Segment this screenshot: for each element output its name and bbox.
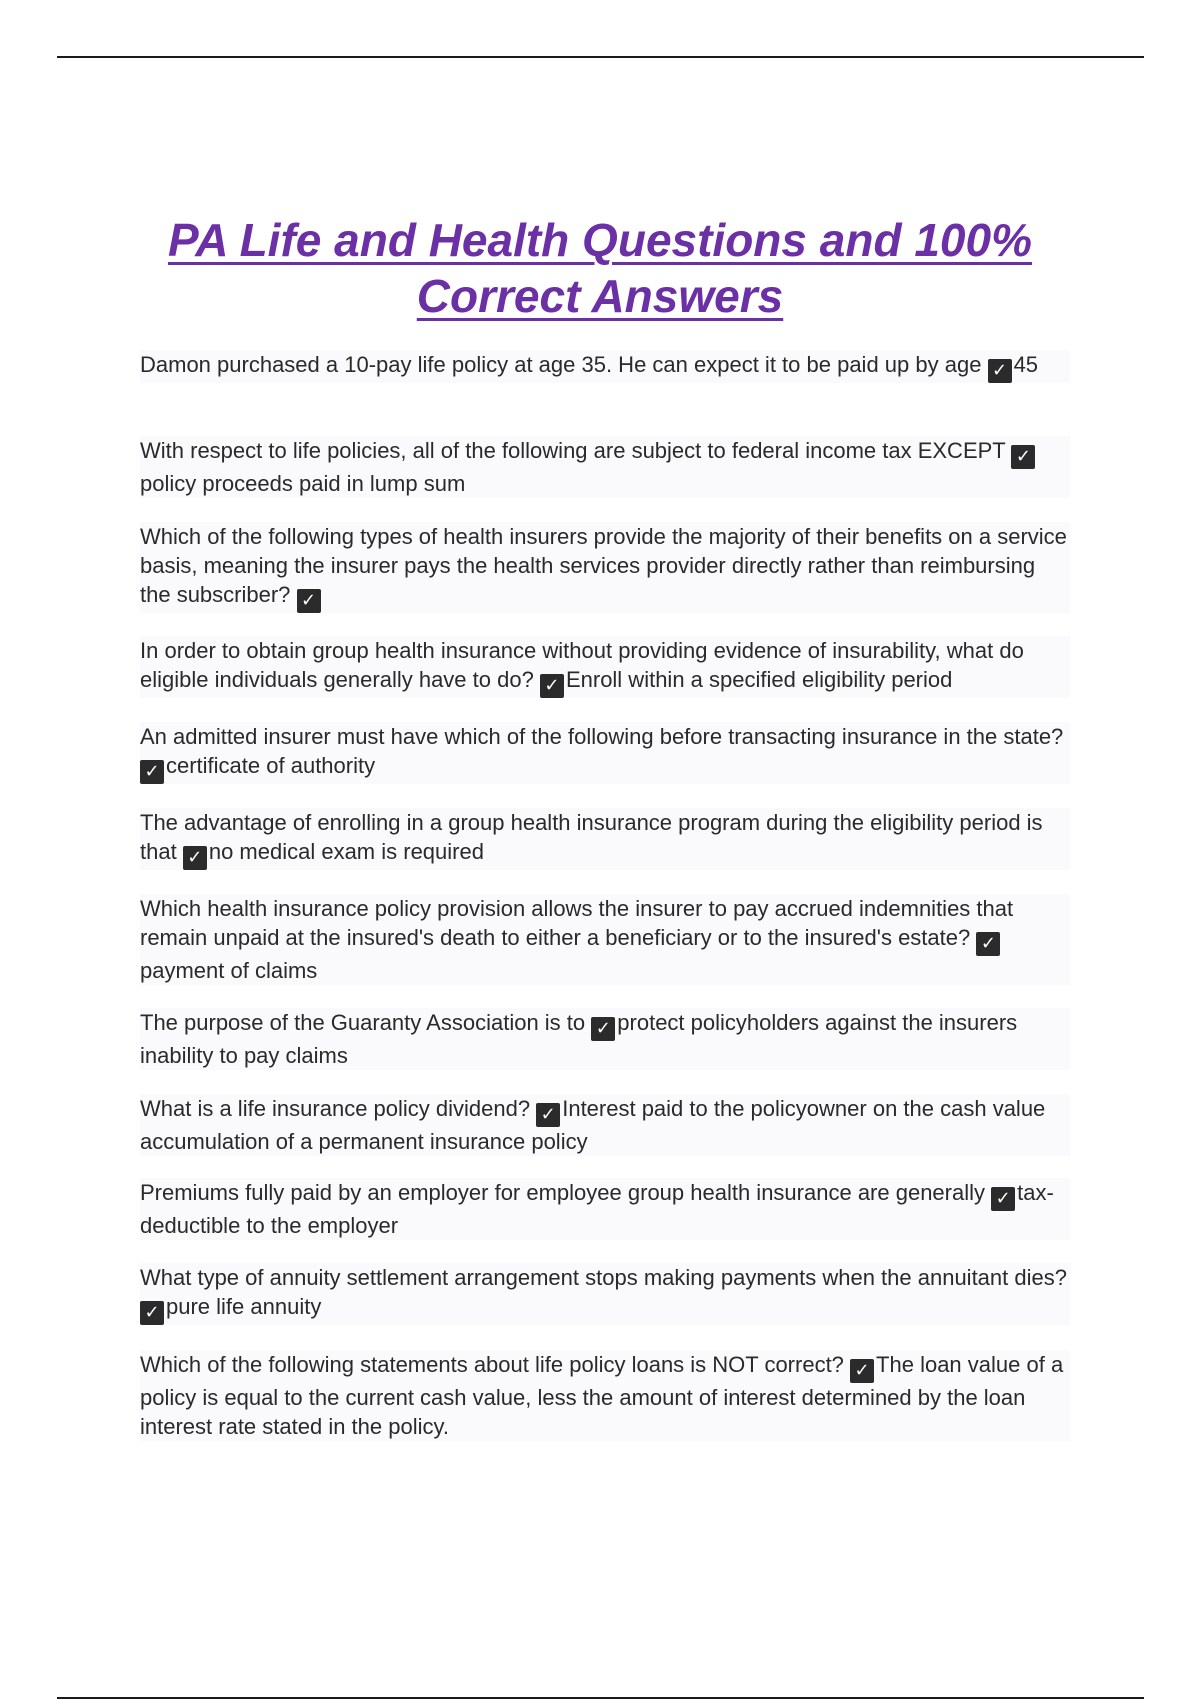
checkmark-icon: ✓ [540,674,564,698]
checkmark-icon: ✓ [183,846,207,870]
checkmark-icon: ✓ [976,932,1000,956]
question-text: Premiums fully paid by an employer for employee group health insurance are generally [140,1180,986,1205]
question-text: Damon purchased a 10-pay life policy at age 35. He can expect it to be paid up by age [140,352,982,377]
qa-item [140,436,1070,498]
question-text: Which health insurance policy provision allows the insurer to pay accrued indemnities that remain unpaid at the insured's death to either a beneficiary or to the insured's estate? [140,896,1014,950]
checkmark-icon: ✓ [140,760,164,784]
page-title [120,212,1080,324]
question-text: An admitted insurer must have which of the following before transacting insurance in the state? [140,724,1064,749]
qa-item [140,894,1070,985]
bottom-rule [57,1697,1144,1699]
answer-text: certificate of authority [166,753,376,778]
qa-item [140,1094,1070,1156]
question-text: In order to obtain group health insurance without providing evidence of insurability, what do eligible individuals generally have to do? [140,638,1024,692]
qa-item [140,636,1070,698]
answer-text: policy proceeds paid in lump sum [140,471,466,496]
checkmark-icon: ✓ [988,359,1012,383]
checkmark-icon: ✓ [140,1301,164,1325]
question-text: With respect to life policies, all of the following are subject to federal income tax EXCEPT [140,438,1006,463]
qa-item [140,1008,1070,1070]
answer-text: pure life annuity [166,1294,322,1319]
answer-text: tax-deductible to the employer [140,1180,1054,1238]
checkmark-icon: ✓ [991,1187,1015,1211]
answer-text: 45 [1013,352,1039,377]
checkmark-icon: ✓ [297,589,321,613]
qa-item [140,1178,1070,1240]
answer-text: The loan value of a policy is equal to the current cash value, less the amount of interest determined by the loan interest rate stated in the policy. [140,1352,1064,1439]
qa-item [140,1263,1070,1325]
title-line-2: Correct Answers [416,270,784,322]
checkmark-icon: ✓ [1011,445,1035,469]
question-text: Which of the following types of health insurers provide the majority of their benefits on a service basis, meaning the insurer pays the health services provider directly rather than reimbursing the subscriber? [140,524,1067,607]
qa-item [140,1350,1070,1441]
question-text: The advantage of enrolling in a group health insurance program during the eligibility period is that [140,810,1043,864]
question-text: What is a life insurance policy dividend? [140,1096,531,1121]
checkmark-icon: ✓ [591,1017,615,1041]
question-text: Which of the following statements about life policy loans is NOT correct? [140,1352,844,1377]
qa-item [140,722,1070,784]
qa-item [140,350,1070,383]
answer-text: Interest paid to the policyowner on the cash value accumulation of a permanent insurance policy [140,1096,1046,1154]
qa-item [140,808,1070,870]
answer-text: no medical exam is required [208,839,484,864]
title-line-1: PA Life and Health Questions and 100% [168,214,1032,266]
checkmark-icon: ✓ [850,1359,874,1383]
question-text: What type of annuity settlement arrangement stops making payments when the annuitant dies? [140,1265,1067,1290]
top-rule [57,56,1144,58]
qa-item [140,522,1070,613]
checkmark-icon: ✓ [536,1103,560,1127]
answer-text: Enroll within a specified eligibility period [565,667,953,692]
answer-text: payment of claims [140,958,318,983]
question-text: The purpose of the Guaranty Association is to [140,1010,586,1035]
answer-text: protect policyholders against the insurers inability to pay claims [140,1010,1018,1068]
